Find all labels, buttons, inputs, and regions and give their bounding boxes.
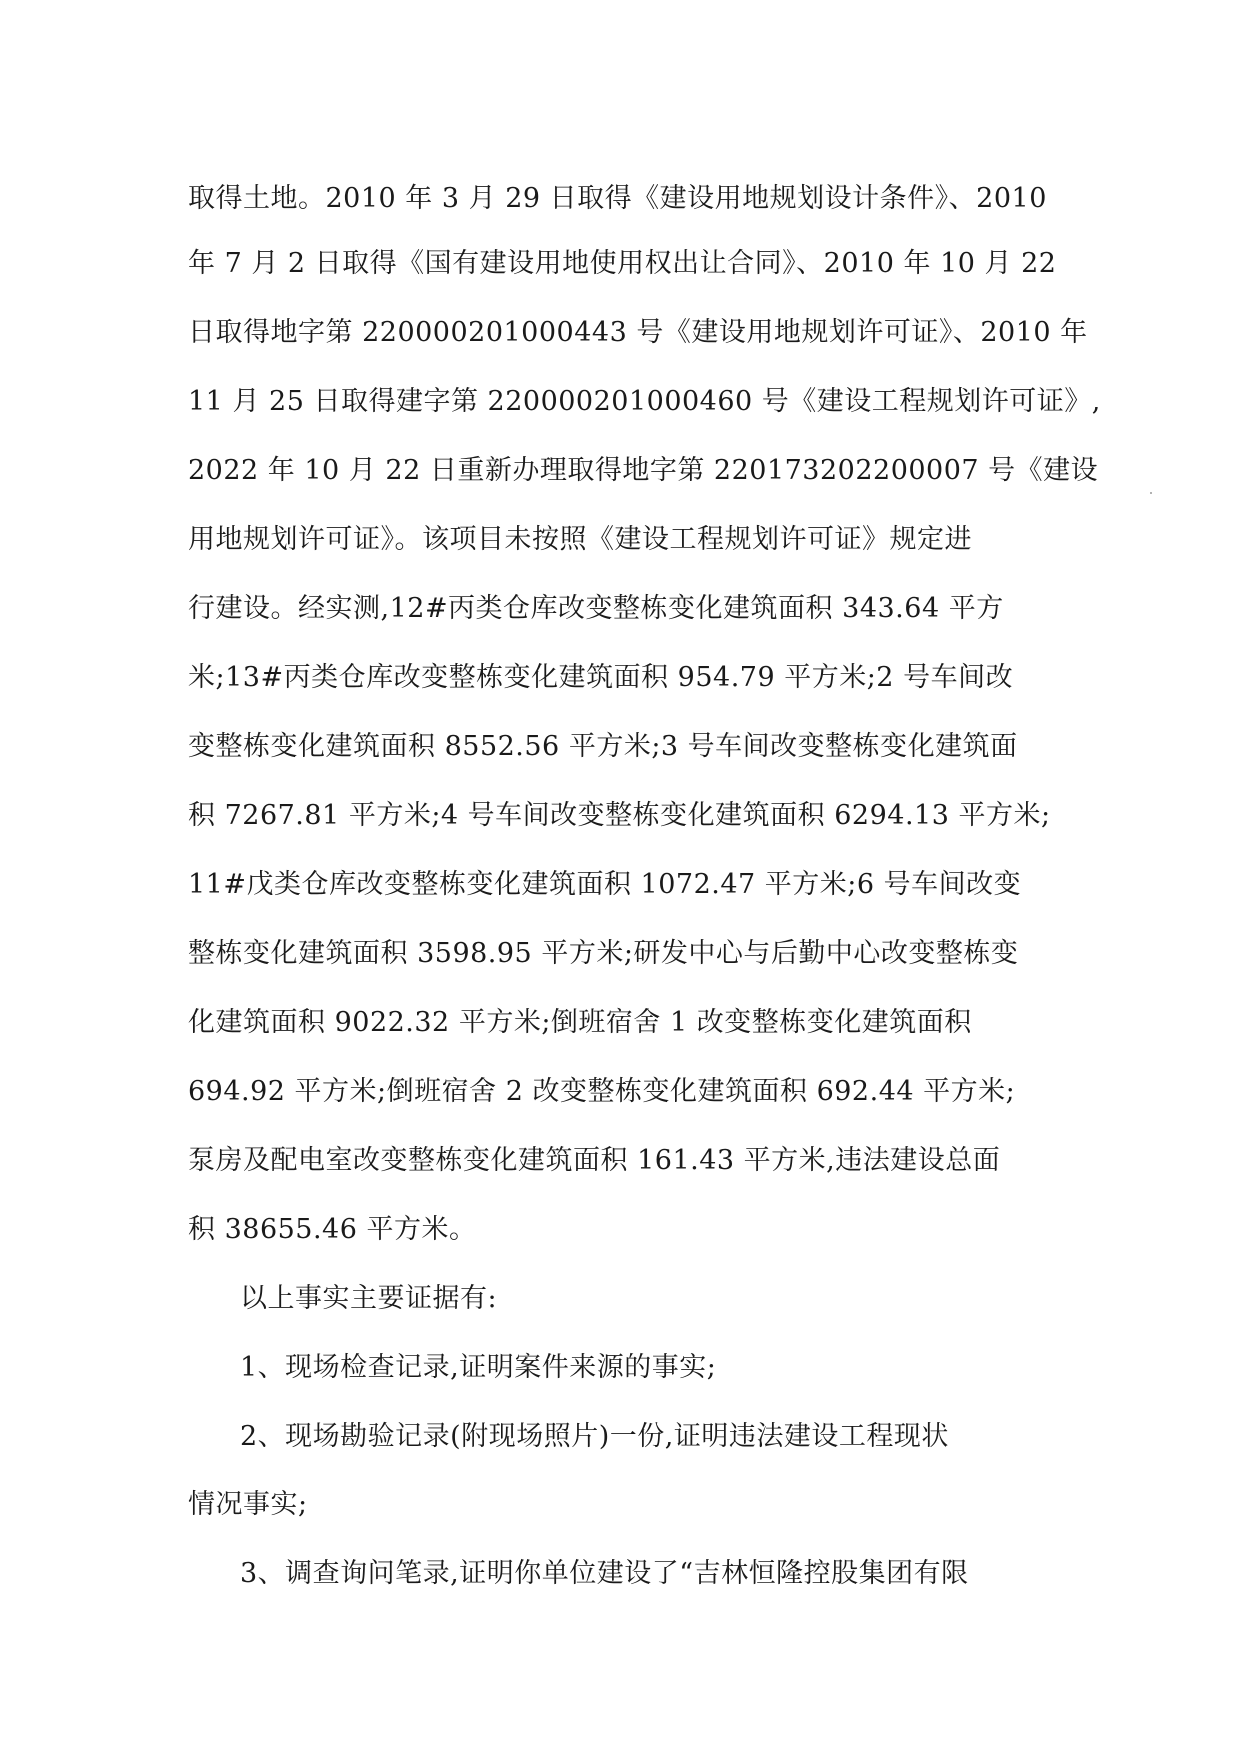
scan-dot-mark [1150, 492, 1152, 494]
paragraph-line: 化建筑面积 9022.32 平方米;倒班宿舍 1 改变整栋变化建筑面积 [188, 1007, 972, 1038]
paragraph-line: 2022 年 10 月 22 日重新办理取得地字第 220173202200007 号《建设 [188, 455, 1099, 486]
paragraph-line: 11 月 25 日取得建字第 220000201000460 号《建设工程规划许可证》, [188, 386, 1101, 417]
paragraph-line: 泵房及配电室改变整栋变化建筑面积 161.43 平方米,违法建设总面 [188, 1145, 1001, 1176]
paragraph-line: 取得土地。2010 年 3 月 29 日取得《建设用地规划设计条件》、2010 [188, 183, 1047, 214]
paragraph-line: 694.92 平方米;倒班宿舍 2 改变整栋变化建筑面积 692.44 平方米; [188, 1076, 1016, 1107]
paragraph-line: 11#戊类仓库改变整栋变化建筑面积 1072.47 平方米;6 号车间改变 [188, 869, 1022, 900]
paragraph-line: 米;13#丙类仓库改变整栋变化建筑面积 954.79 平方米;2 号车间改 [188, 662, 1014, 693]
paragraph-line: 积 38655.46 平方米。 [188, 1214, 477, 1245]
paragraph-line: 日取得地字第 220000201000443 号《建设用地规划许可证》、2010 年 [188, 317, 1088, 348]
evidence-item-3: 3、调查询问笔录,证明你单位建设了“吉林恒隆控股集团有限 [240, 1558, 969, 1589]
paragraph-line: 积 7267.81 平方米;4 号车间改变整栋变化建筑面积 6294.13 平方米; [188, 800, 1051, 831]
paragraph-line: 用地规划许可证》。该项目未按照《建设工程规划许可证》规定进 [188, 524, 972, 555]
paragraph-line: 行建设。经实测,12#丙类仓库改变整栋变化建筑面积 343.64 平方 [188, 593, 1004, 624]
paragraph-line: 变整栋变化建筑面积 8552.56 平方米;3 号车间改变整栋变化建筑面 [188, 731, 1018, 762]
evidence-item-2: 2、现场勘验记录(附现场照片)一份,证明违法建设工程现状 [240, 1421, 949, 1452]
evidence-item-1: 1、现场检查记录,证明案件来源的事实; [240, 1352, 717, 1383]
evidence-item-2-continued: 情况事实; [188, 1489, 308, 1520]
evidence-intro: 以上事实主要证据有: [240, 1283, 498, 1314]
paragraph-line: 年 7 月 2 日取得《国有建设用地使用权出让合同》、2010 年 10 月 22 [188, 248, 1057, 279]
paragraph-line: 整栋变化建筑面积 3598.95 平方米;研发中心与后勤中心改变整栋变 [188, 938, 1019, 969]
